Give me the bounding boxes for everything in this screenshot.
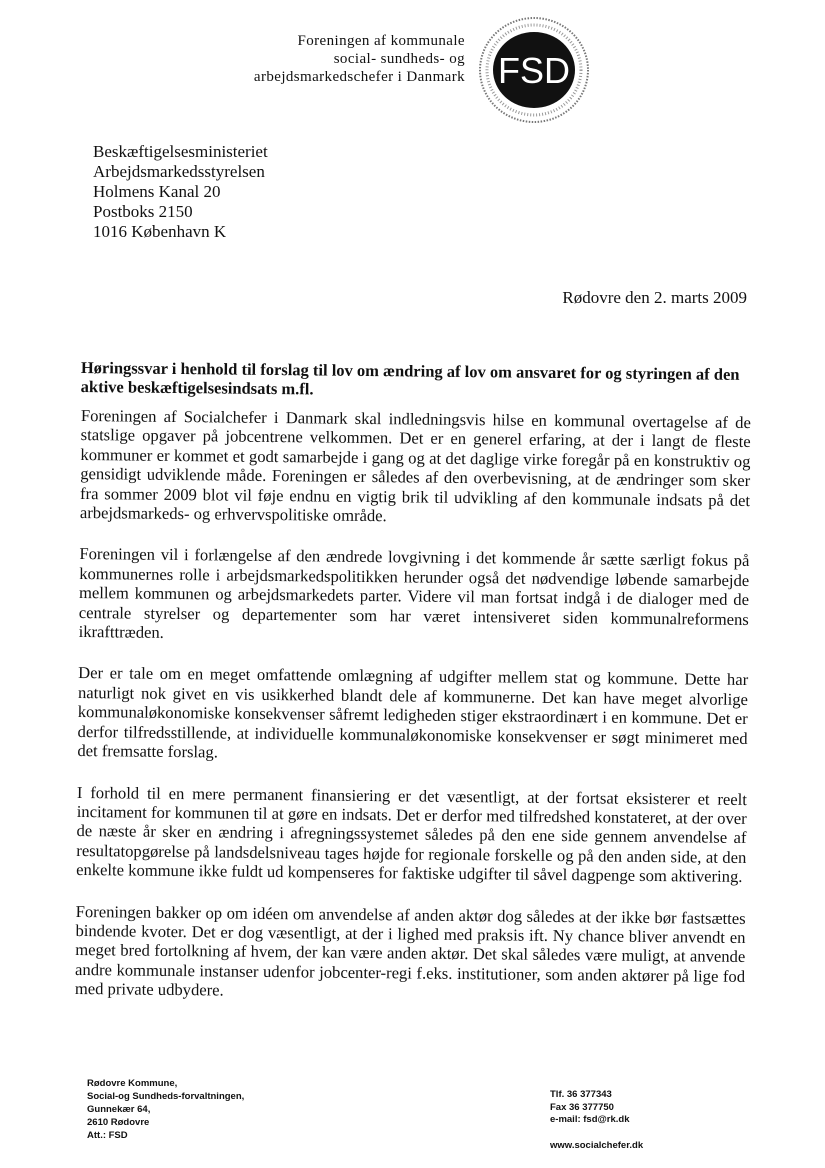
paragraph-4: I forhold til en mere permanent finansiering er det væsentligt, at der fortsat eksisterer et reelt incitament for kommunen til at gøre en indsats. Det er derfor med tilfredshed konstateret, at der over de næste år sker en ændring i afregningssystemet således på den ene side gennem anvendelse af resultatopgørelse på landsdelsniveau tages højde for regionale forskelle og på den anden side, at den enkelte kommune ikke fuldt ud kompenseres for faktiske udgifter til såvel dagpenge som aktivering. [76,782,748,887]
org-name-line-1: Foreningen af kommunale [297,33,465,49]
paragraph-3: Der er tale om en meget omfattende omlægning af udgifter mellem stat og kommune. Dette har naturligt nok givet en vis usikkerhed blandt dele af kommunerne. Det kan have meget alvorlige kommunaløkonomiske konsekvenser såfremt ledigheden stiger ekstraordinært i en kommune. Det er derfor tilfredsstillende, at individuelle kommunaløkonomiske konsekvenser er søgt minimeret med det fremsatte forslag. [77,663,749,762]
footer-address-line-1: Rødovre Kommune, [87,1078,178,1089]
organization-name [254,32,465,86]
footer-fax: Fax 36 377750 [550,1101,614,1113]
footer-contact [550,1089,629,1127]
letter-body [75,406,751,1028]
recipient-line-4: Postboks 2150 [93,202,193,221]
recipient-line-2: Arbejdsmarkedsstyrelsen [93,162,265,181]
recipient-line-5: 1016 København K [93,222,227,241]
paragraph-5: Foreningen bakker op om idéen om anvendelse af anden aktør dog således at der ikke bør fastsættes bindende kvoter. Det er dog væsentligt, at der i lighed med praksis ift. Ny chance bliver anvendt en meget bred fortolkning af hvem, der kan være anden aktør. Det skal således være muligt, at anvende andre kommunale instanser udenfor jobcenter-regi f.eks. institutioner, som anden aktører på lige fod med private udbydere. [74,901,746,1000]
recipient-address [93,142,268,242]
footer-address-line-2: Social-og Sundheds-forvaltningen, [87,1091,245,1102]
paragraph-1: Foreningen af Socialchefer i Danmark skal indledningsvis hilse en kommunal overtagelse af de statslige opgaver på jobcentrene velkommen. Det er en generel erfaring, at der i langt de fleste kommuner er kommet et godt samarbejde i gang og at det daglige virke foregår på en konstruktiv og gensidigt udviklende måde. Foreningen er således af den overbevisning, at de ændringer som sker fra sommer 2009 blot vil føje endnu en vigtig brik til udvikling af den kommunale indsats på det arbejdsmarkeds- og erhvervspolitiske område. [79,406,751,526]
org-name-line-3: arbejdsmarkedschefer i Danmark [253,69,465,85]
paragraph-2: Foreningen vil i forlængelse af den ændrede lovgivning i det kommende år sætte særligt fokus på kommunernes rolle i arbejdsmarkedspolitikken herunder også det nødvendige løbende samarbejde mellem kommunen og arbejdsmarkedets parter. Videre vil man fortsat indgå i de dialoger med de centrale styrelser og departementer som har været intensiveret siden kommunalreformens ikrafttræden. [78,544,750,642]
recipient-line-3: Holmens Kanal 20 [93,182,221,201]
footer-phone: Tlf. 36 377343 [550,1089,612,1100]
footer-website: www.socialchefer.dk [550,1140,644,1151]
footer-address [87,1077,244,1142]
logo-text: FSD [498,50,570,91]
footer-email: e-mail: fsd@rk.dk [550,1114,630,1125]
letter-date: Rødovre den 2. marts 2009 [562,288,747,307]
letter-subject: Høringssvar i henhold til forslag til lov om ændring af lov om ansvaret for og styringen af den aktive beskæftigelsesindsats m.fl. [80,358,740,399]
fsd-logo [478,16,590,124]
footer-address-line-3: Gunnekær 64, [87,1104,151,1115]
org-name-line-2: social- sundheds- og [333,51,465,67]
footer-address-line-4: 2610 Rødovre [87,1117,150,1128]
footer-address-line-5: Att.: FSD [87,1130,128,1141]
recipient-line-1: Beskæftigelsesministeriet [93,142,268,161]
